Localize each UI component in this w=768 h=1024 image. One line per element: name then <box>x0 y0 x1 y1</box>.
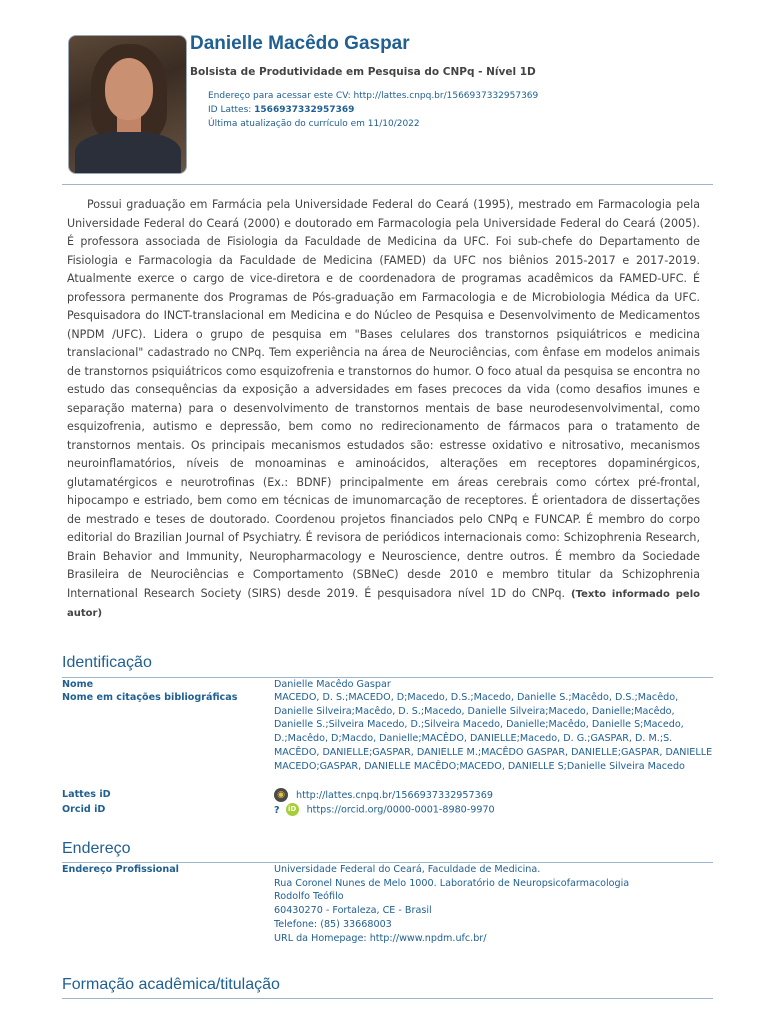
endereco-line: Universidade Federal do Ceará, Faculdade de Medicina. <box>274 864 541 875</box>
lattes-icon: ◉ <box>274 788 288 802</box>
citacoes-value: MACEDO, D. S.;MACEDO, D;Macedo, D.S.;Macedo, Danielle S.;Macêdo, D.S.;Macêdo, Danielle Silveira;Macêdo, D. S.;Macedo, Danielle Silveira;Macedo, Danielle;Macêdo, Danielle S.;Silveira Macedo, D.;Silveira Macedo, Danielle;Macêdo, Danielle S;Macedo, D.;Macêdo, D;Macdo, Danielle;MACÊDO, DANIELLE;Macedo, D. G.;GASPAR, D. M.;S. MACÊDO, DANIELLE;GASPAR, DANIELLE M.;MACÊDO GASPAR, DANIELLE;GASPAR, DANIELLE MACEDO;GASPAR, DANIELLE MACÊDO;MACEDO, DANIELLE S;Danielle Silveira Macedo <box>274 692 713 772</box>
endereco-line: 60430270 - Fortaleza, CE - Brasil <box>274 905 432 917</box>
section-identificacao-title: Identificação <box>62 654 152 671</box>
abstract-body: Possui graduação em Farmácia pela Universidade Federal do Ceará (1995), mestrado em Farmacologia pela Universidade Federal do Ceará (2000) e doutorado em Farmacologia pela Universidade Federal do Ceará (2005). É professora associada de Fisiologia da Faculdade de Medicina da UFC. Foi sub-chefe do Departamento de Fisiologia e Farmacologia da Faculdade de Medicina (FAMED) da UFC nos biênios 2015-2017 e 2017-2019. Atualmente exerce o cargo de vice-diretora e de coordenadora de programas acadêmicos da FAMED-UFC. É professora permanente dos Programas de Pós-graduação em Farmacologia e de Microbiologia Médica da UFC. Pesquisadora do INCT-translacional em Medicina e do Núcleo de Pesquisa e Desenvolvimento de Medicamentos (NPDM /UFC). Lidera o grupo de pesquisa em "Bases celulares dos transtornos psiquiátricos e medicina translacional" cadastrado no CNPq. Tem experiência na área de Neurociências, com ênfase em modelos animais de transtornos psiquiátricos como esquizofrenia e transtornos do humor. O foco atual da pesquisa se encontra no estudo das consequências da exposição a adversidades em fases precoces da vida (como desafios imunes e separação materna) para o desenvolvimento de transtornos mentais de base neurodesenvolvimental, como esquizofrenia, autismo e depressão, bem como no redirecionamento de fármacos para o tratamento de transtornos mentais. Os principais mecanismos estudados são: estresse oxidativo e nitrosativo, mecanismos neuroinflamatórios, níveis de monoaminas e aminoácidos, alterações em receptores dopaminérgicos, glutamatérgicos e neurotrofinas (Ex.: BDNF) principalmente em áreas cerebrais como córtex pré-frontal, hipocampo e estriado, bem como em técnicas de imunomarcação de receptores. É orientadora de dissertações de mestrado e teses de doutorado. Coordenou projetos financiados pelo CNPq e FUNCAP. É membro do corpo editorial do Brazilian Journal of Psychiatry. É revisora de periódicos internacionais como: Schizophrenia Research, Brain Behavior and Immunity, Neuropharmacology e Neuroscience, dentre outros. É membro da Sociedade Brasileira de Neurociências e Comportamento (SBNeC) desde 2010 e membro titular da Schizophrenia International Research Society (SIRS) desde 2019. É pesquisadora nível 1D do CNPq. <box>67 198 700 600</box>
id-lattes-label: ID Lattes: <box>208 105 255 115</box>
nome-label: Nome <box>62 679 94 690</box>
cv-address-label: Endereço para acessar este CV: <box>208 91 354 101</box>
divider <box>62 998 713 999</box>
cv-address-link[interactable]: http://lattes.cnpq.br/1566937332957369 <box>353 91 539 101</box>
cv-meta <box>208 89 538 131</box>
section-formacao-title: Formação acadêmica/titulação <box>62 976 280 993</box>
orcid-link[interactable]: https://orcid.org/0000-0001-8980-9970 <box>306 804 495 816</box>
profile-photo <box>68 35 187 174</box>
endereco-line: Rodolfo Teófilo <box>274 891 344 903</box>
homepage-label: URL da Homepage: <box>274 932 370 944</box>
last-updated: Última atualização do currículo em 11/10/2022 <box>208 119 420 129</box>
endereco-line: Telefone: (85) 33668003 <box>274 918 392 930</box>
endereco-line: Rua Coronel Nunes de Melo 1000. Laboratório de Neuropsicofarmacologia <box>274 877 630 889</box>
divider <box>62 184 713 185</box>
nome-value: Danielle Macêdo Gaspar <box>274 679 391 690</box>
orcid-label: Orcid iD <box>62 804 106 815</box>
lattes-link[interactable]: http://lattes.cnpq.br/1566937332957369 <box>296 790 493 801</box>
endereco-label: Endereço Profissional <box>62 864 179 875</box>
profile-name: Danielle Macêdo Gaspar <box>190 33 410 54</box>
lattes-label: Lattes iD <box>62 789 111 800</box>
homepage-link[interactable]: http://www.npdm.ufc.br/ <box>369 932 487 944</box>
section-endereco-title: Endereço <box>62 840 131 857</box>
citacoes-label: Nome em citações bibliográficas <box>62 692 238 703</box>
orcid-icon: iD <box>286 803 299 816</box>
profile-subtitle: Bolsista de Produtividade em Pesquisa do CNPq - Nível 1D <box>190 66 536 78</box>
help-icon[interactable]: ? <box>274 804 280 816</box>
abstract-text <box>67 196 700 624</box>
abstract-note: (Texto informado pelo autor) <box>67 588 700 619</box>
id-lattes-value: 1566937332957369 <box>254 105 355 115</box>
